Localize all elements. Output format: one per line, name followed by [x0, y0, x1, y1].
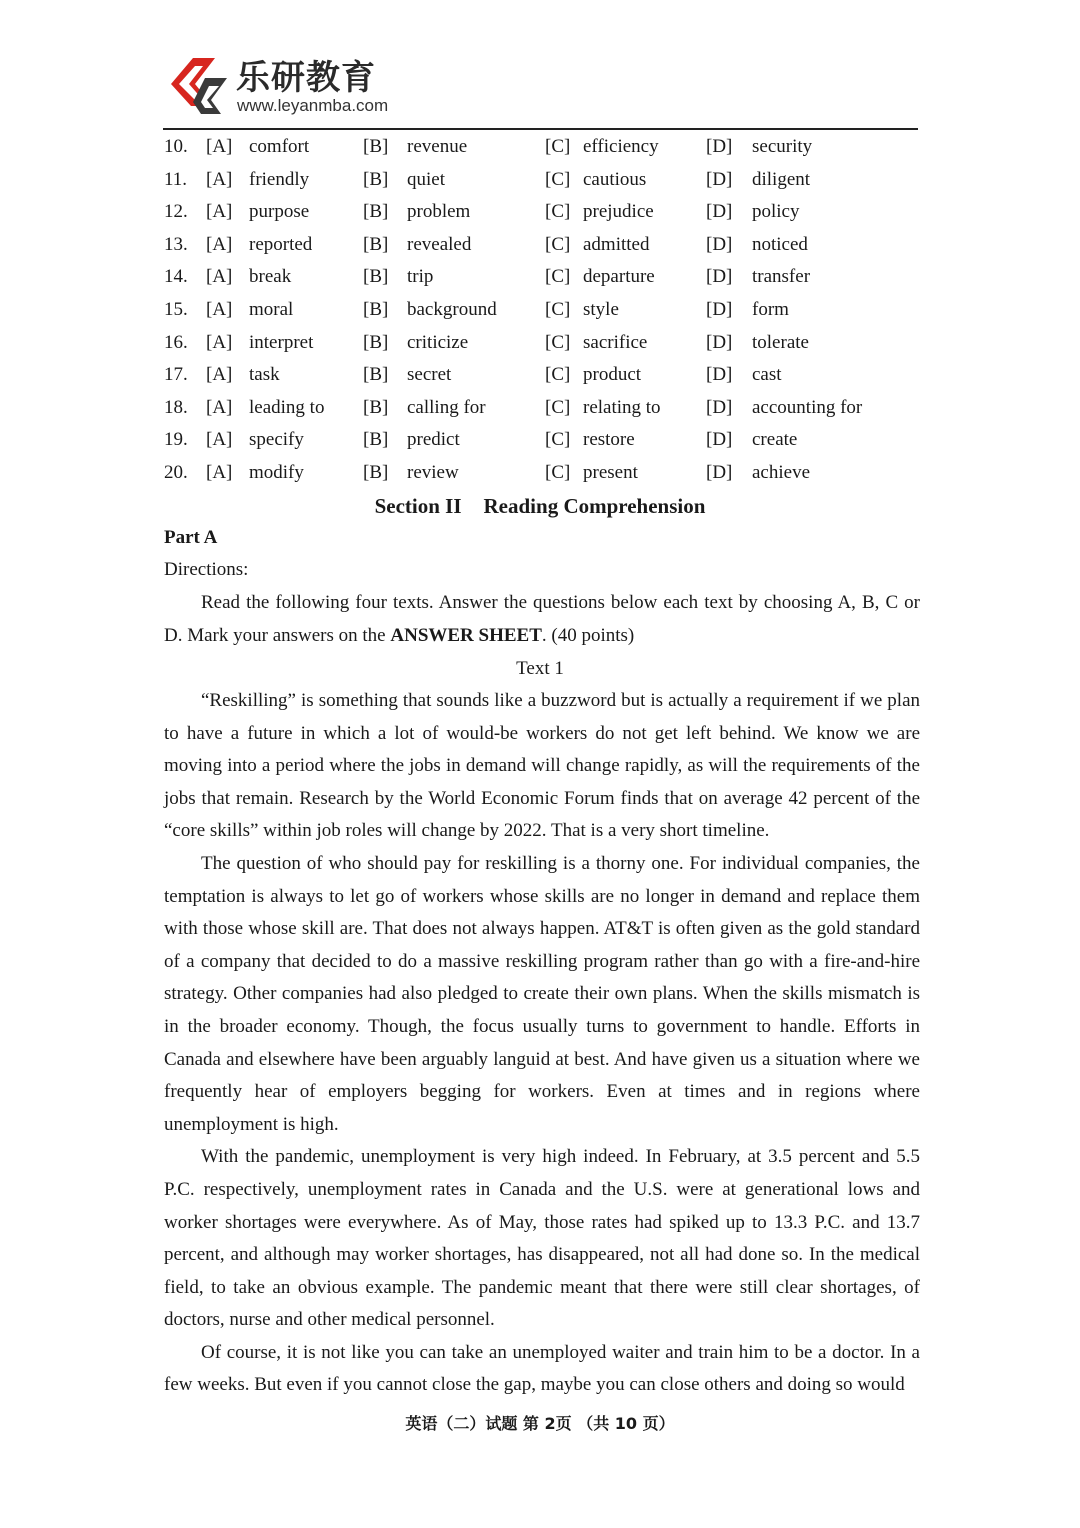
option-letter: [A] [206, 364, 233, 386]
part-label: Part A [164, 527, 218, 548]
option-text: policy [752, 201, 800, 223]
option-letter: [D] [706, 429, 733, 451]
option-letter: [C] [545, 429, 571, 451]
option-letter: [B] [363, 396, 389, 418]
option-letter: [B] [363, 201, 389, 223]
question-number: 16. [164, 331, 188, 353]
paragraph: “Reskilling” is something that sounds like a buzzword but is actually a requirement if we plan to have a future in which a lot of would-be workers do not get left behind. We know we are moving into a period where the jobs in demand will change rapidly, as will the requirements of the jobs that remain. Research by the World Economic Forum finds that on average 42 percent of the “core skills” within job roles will change by 2022. That is a very short timeline. [164, 690, 920, 842]
option-text: interpret [249, 331, 314, 353]
option-text: leading to [249, 396, 325, 418]
option-letter: [C] [545, 201, 571, 223]
option-letter: [C] [545, 462, 571, 483]
option-text: admitted [583, 233, 650, 255]
option-letter: [D] [706, 462, 733, 483]
question-number: 13. [164, 233, 188, 255]
option-text: purpose [249, 201, 310, 223]
option-text: predict [407, 429, 460, 451]
option-text: modify [249, 462, 304, 483]
question-number: 14. [164, 266, 188, 288]
option-text: diligent [752, 168, 811, 190]
question-number: 12. [164, 201, 188, 223]
question-number: 17. [164, 364, 188, 386]
answer-sheet-label: ANSWER SHEET [390, 624, 542, 646]
option-letter: [D] [706, 396, 733, 418]
option-text: departure [583, 266, 655, 288]
text-title: Text 1 [516, 658, 564, 679]
option-letter: [A] [206, 462, 233, 483]
option-text: break [249, 266, 292, 288]
option-letter: [A] [206, 168, 233, 190]
option-text: form [752, 299, 789, 320]
section-number: Section II [374, 494, 462, 518]
option-text: background [407, 299, 497, 320]
option-text: cautious [583, 168, 647, 190]
paragraph: With the pandemic, unemployment is very high indeed. In February, at 3.5 percent and 5.5 P.C. respectively, unemployment rates in Canada and the U.S. were at generational lows and worker shortages were everywhere. As of May, those rates had spiked up to 13.3 P.C. and 13.7 percent, and although may worker shortages, has disappeared, not all had done so. In the medical field, to take an obvious example. The pandemic meant that there were still clear shortages, of doctors, nurse and other medical personnel. [164, 1146, 920, 1331]
option-text: secret [407, 364, 452, 386]
option-text: relating to [583, 396, 661, 418]
directions-part1: Read the following four texts. Answer the questions below each text by choosing A, B, C or D. Mark your answers on the [164, 592, 920, 646]
option-letter: [D] [706, 331, 733, 353]
option-text: quiet [407, 168, 445, 190]
option-text: transfer [752, 266, 811, 288]
brand-name: 乐研教育 [236, 58, 376, 98]
option-letter: [A] [206, 201, 233, 223]
option-letter: [A] [206, 136, 233, 157]
option-letter: [A] [206, 233, 233, 255]
option-text: comfort [249, 136, 310, 157]
option-letter: [D] [706, 201, 733, 223]
option-letter: [D] [706, 136, 733, 157]
option-text: trip [407, 266, 434, 288]
option-letter: [C] [545, 136, 571, 157]
option-letter: [B] [363, 136, 389, 157]
option-text: specify [249, 429, 304, 451]
option-text: noticed [752, 233, 808, 255]
option-letter: [D] [706, 364, 733, 386]
option-letter: [B] [363, 168, 389, 190]
question-number: 20. [164, 462, 188, 483]
brand-url: www.leyanmba.com [237, 96, 389, 115]
question-number: 19. [164, 429, 188, 451]
section-name: Reading Comprehension [483, 494, 706, 518]
option-letter: [C] [545, 364, 571, 386]
option-text: product [583, 364, 642, 386]
option-text: revenue [407, 136, 468, 157]
option-letter: [B] [363, 233, 389, 255]
option-letter: [A] [206, 331, 233, 353]
paragraph: Of course, it is not like you can take an unemployed waiter and train him to be a doctor. In a few weeks. But even if you cannot close the gap, maybe you can close others and doing so would [164, 1341, 920, 1396]
option-text: restore [583, 429, 635, 451]
directions-part2: . (40 points) [541, 624, 635, 646]
option-text: problem [407, 201, 471, 223]
option-text: task [249, 364, 280, 386]
header-divider [163, 128, 918, 130]
option-text: review [407, 462, 459, 483]
option-text: sacrifice [583, 331, 648, 353]
option-letter: [D] [706, 299, 733, 320]
option-text: present [583, 462, 638, 483]
option-letter: [B] [363, 266, 389, 288]
option-text: efficiency [583, 136, 659, 157]
option-text: cast [752, 364, 782, 386]
option-letter: [B] [363, 364, 389, 386]
directions-text [164, 587, 920, 652]
leyan-logo-icon [165, 56, 231, 116]
option-letter: [A] [206, 299, 233, 320]
option-text: calling for [407, 396, 486, 418]
option-letter: [D] [706, 266, 733, 288]
option-text: accounting for [752, 396, 863, 418]
option-letter: [C] [545, 233, 571, 255]
option-text: friendly [249, 168, 310, 190]
option-letter: [B] [363, 462, 389, 483]
passage [164, 685, 920, 1402]
option-text: security [752, 136, 813, 157]
option-text: criticize [407, 331, 469, 353]
option-letter: [C] [545, 396, 571, 418]
page-footer: 英语（二）试题 第 2页 （共 10 页） [405, 1414, 675, 1433]
option-text: style [583, 299, 619, 320]
question-number: 10. [164, 136, 188, 157]
option-letter: [C] [545, 168, 571, 190]
option-text: achieve [752, 462, 811, 483]
question-number: 18. [164, 396, 188, 418]
option-letter: [A] [206, 429, 233, 451]
option-letter: [C] [545, 331, 571, 353]
directions-label: Directions: [164, 559, 249, 580]
option-letter: [C] [545, 266, 571, 288]
question-number: 15. [164, 299, 188, 320]
section-title [0, 491, 1080, 521]
option-text: reported [249, 233, 313, 255]
option-letter: [D] [706, 168, 733, 190]
option-text: revealed [407, 233, 472, 255]
option-letter: [C] [545, 299, 571, 320]
option-letter: [D] [706, 233, 733, 255]
option-letter: [B] [363, 429, 389, 451]
option-text: create [752, 429, 798, 451]
option-letter: [A] [206, 266, 233, 288]
question-number: 11. [164, 168, 188, 190]
option-text: tolerate [752, 331, 809, 353]
option-text: prejudice [583, 201, 654, 223]
option-letter: [A] [206, 396, 233, 418]
option-letter: [B] [363, 299, 389, 320]
option-letter: [B] [363, 331, 389, 353]
option-text: moral [249, 299, 294, 320]
paragraph: The question of who should pay for reskilling is a thorny one. For individual companies, the temptation is always to let go of workers whose skills are no longer in demand and replace them with those whose skill are. That does not always happen. AT&T is often given as the gold standard of a company that decided to do a massive reskilling program rather than go with a fire-and-hire strategy. Other companies had also pledged to create their own plans. When the skills mismatch is in the broader economy. Though, the focus usually turns to government to handle. Efforts in Canada and elsewhere have been arguably languid at best. And have given us a situation where we frequently hear of employers begging for workers. Even at times and in regions where unemployment is high. [164, 852, 920, 1135]
